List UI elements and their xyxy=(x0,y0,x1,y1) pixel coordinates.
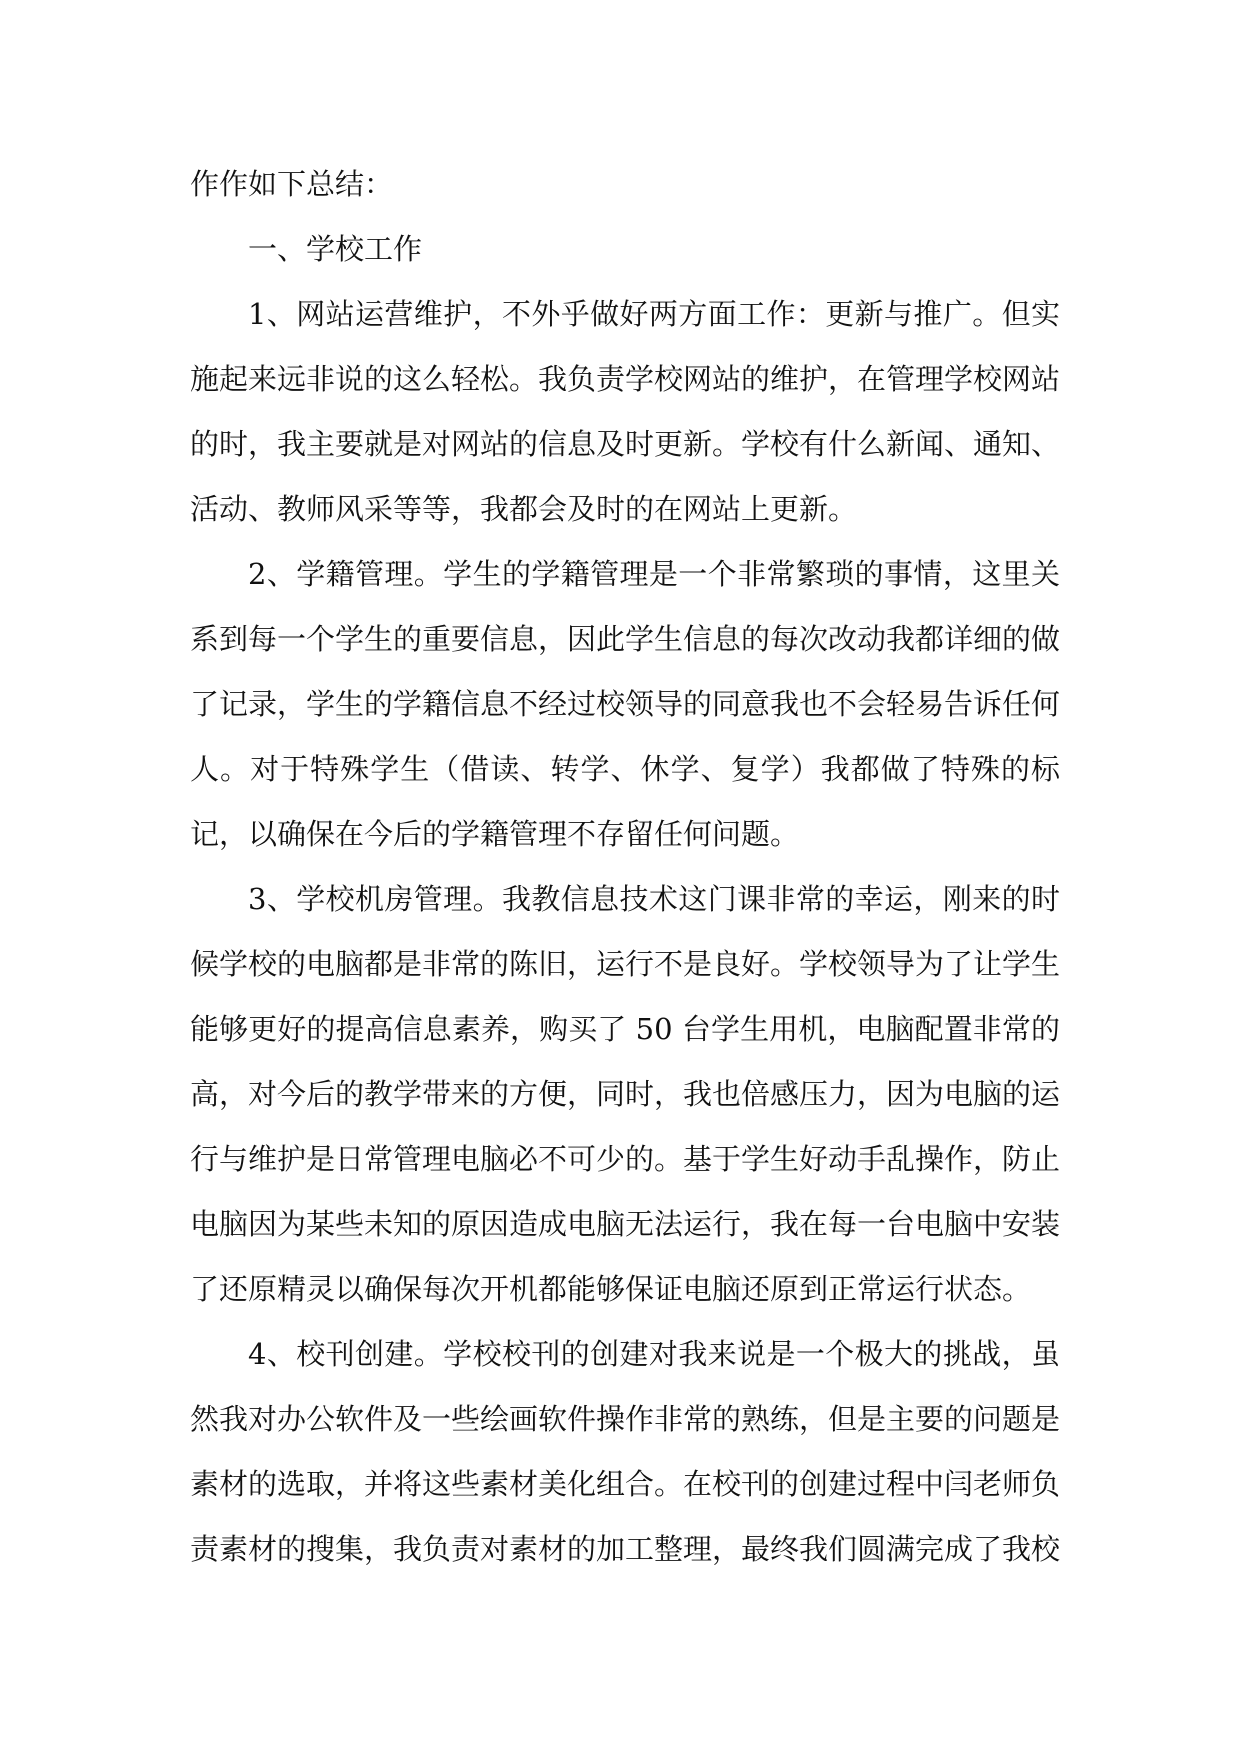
section-heading: 一、学校工作 xyxy=(248,232,423,266)
intro-line: 作作如下总结： xyxy=(190,167,394,201)
document-body xyxy=(190,152,1060,1582)
paragraph-computer-lab: 3、学校机房管理。我教信息技术这门课非常的幸运，刚来的时候学校的电脑都是非常的陈旧，运行不是良好。学校领导为了让学生能够更好的提高信息素养，购买了 50 台学生用机，电脑配置非常的高，对今后的教学带来的方便，同时，我也倍感压力，因为电脑的运行与维护是日常管理电脑必不可少的。基于学生好动手乱操作，防止电脑因为某些未知的原因造成电脑无法运行，我在每一台电脑中安装了还原精灵以确保每次开机都能够保证电脑还原到正常运行状态。 xyxy=(190,882,1061,1306)
paragraph-student-records: 2、学籍管理。学生的学籍管理是一个非常繁琐的事情，这里关系到每一个学生的重要信息，因此学生信息的每次改动我都详细的做了记录，学生的学籍信息不经过校领导的同意我也不会轻易告诉任何人。对于特殊学生（借读、转学、休学、复学）我都做了特殊的标记，以确保在今后的学籍管理不存留任何问题。 xyxy=(190,557,1061,851)
paragraph-website: 1、网站运营维护，不外乎做好两方面工作：更新与推广。但实施起来远非说的这么轻松。我负责学校网站的维护，在管理学校网站的时，我主要就是对网站的信息及时更新。学校有什么新闻、通知、活动、教师风采等等，我都会及时的在网站上更新。 xyxy=(190,297,1061,526)
paragraph-school-magazine: 4、校刊创建。学校校刊的创建对我来说是一个极大的挑战，虽然我对办公软件及一些绘画软件操作非常的熟练，但是主要的问题是素材的选取，并将这些素材美化组合。在校刊的创建过程中闫老师负责素材的搜集，我负责对素材的加工整理，最终我们圆满完成了我校 xyxy=(190,1337,1061,1566)
